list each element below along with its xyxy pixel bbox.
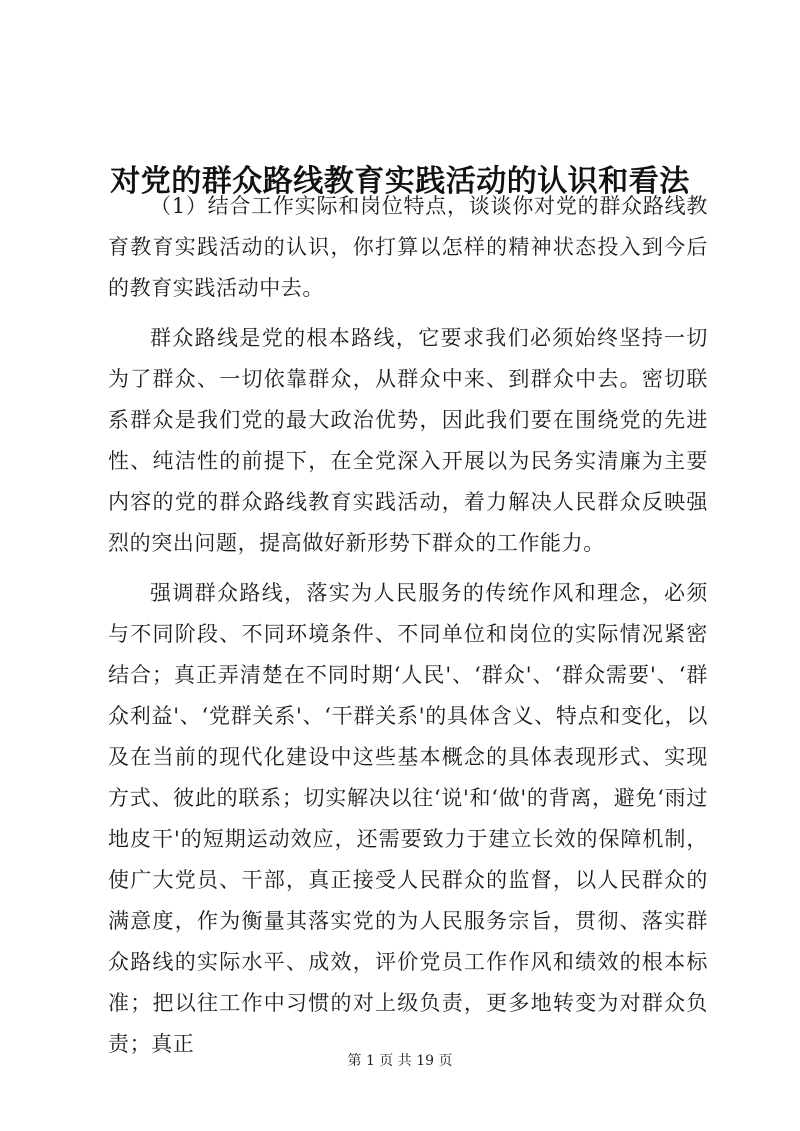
document-body <box>108 186 708 1074</box>
paragraph-mass-line: 群众路线是党的根本路线，它要求我们必须始终坚持一切为了群众、一切依靠群众，从群众中来、到群众中去。密切联系群众是我们党的最大政治优势，因此我们要在围绕党的先进性、纯洁性的前提下，在全党深入开展以为民务实清廉为主要内容的党的群众路线教育实践活动，着力解决人民群众反映强烈的突出问题，提高做好新形势下群众的工作能力。 <box>108 326 708 555</box>
paragraph-emphasis: 强调群众路线，落实为人民服务的传统作风和理念，必须与不同阶段、不同环境条件、不同单位和岗位的实际情况紧密结合；真正弄清楚在不同时期‘人民'、‘群众'、‘群众需要'、‘群众利益'、‘党群关系'、‘干群关系'的具体含义、特点和变化，以及在当前的现代化建设中这些基本概念的具体表现形式、实现方式、彼此的联系；切实解决以往‘说'和‘做'的背离，避免‘雨过地皮干'的短期运动效应，还需要致力于建立长效的保障机制，使广大党员、干部，真正接受人民群众的监督，以人民群众的满意度，作为衡量其落实党的为人民服务宗旨，贯彻、落实群众路线的实际水平、成效，评价党员工作作风和绩效的根本标准；把以往工作中习惯的对上级负责，更多地转变为对群众负责；真正 <box>108 581 708 1056</box>
page-number-footer: 第 1 页 共 19 页 <box>347 1053 453 1069</box>
document-title: 对党的群众路线教育实践活动的认识和看法 <box>110 164 690 200</box>
paragraph-question: （1）结合工作实际和岗位特点，谈谈你对党的群众路线教育教育实践活动的认识，你打算以怎样的精神状态投入到今后的教育实践活动中去。 <box>108 194 708 300</box>
